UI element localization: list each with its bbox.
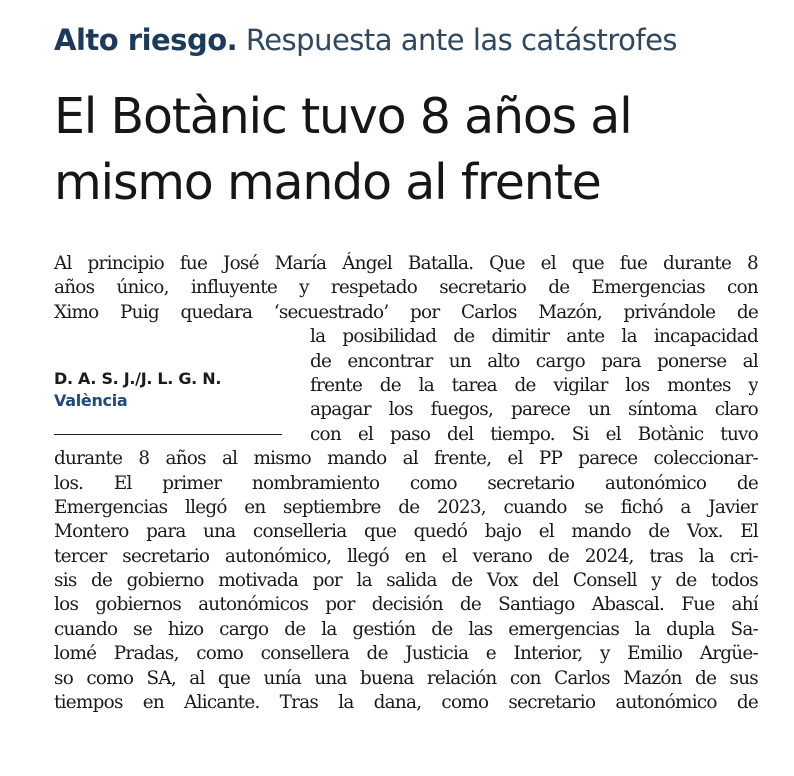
- body-line: lomé Pradas, como consellera de Justicia e Interior, y Emilio Argüe-: [54, 643, 758, 665]
- headline: [54, 84, 632, 216]
- body-line: sis de gobierno motivada por la salida de Vox del Consell y de todos: [54, 570, 758, 592]
- body-line: cuando se hizo cargo de la gestión de las emergencias la dupla Sa-: [54, 618, 758, 640]
- body-line: Emergencias llegó en septiembre de 2023, cuando se fichó a Javier: [54, 496, 758, 518]
- kicker-subtitle: Respuesta ante las catástrofes: [245, 23, 678, 57]
- body-line: de encontrar un alto cargo para ponerse al: [310, 350, 758, 372]
- body-line: so como SA, al que unía una buena relación con Carlos Mazón de sus: [54, 667, 758, 689]
- article-body: [54, 252, 758, 715]
- body-line: años único, influyente y respetado secretario de Emergencias con: [54, 277, 758, 299]
- byline-authors: D. A. S. J./J. L. G. N.: [54, 369, 222, 388]
- kicker-label: Alto riesgo.: [54, 23, 238, 57]
- body-line: tercer secretario autonómico, llegó en el verano de 2024, tras la cri-: [54, 545, 758, 567]
- body-line: tiempos en Alicante. Tras la dana, como secretario autonómico de: [54, 692, 758, 714]
- section-kicker: [54, 16, 677, 64]
- body-line: frente de la tarea de vigilar los montes y: [310, 374, 758, 396]
- body-line: durante 8 años al mismo mando al frente, el PP parece coleccionar-: [54, 448, 758, 470]
- body-line: los gobiernos autonómicos por decisión de Santiago Abascal. Fue ahí: [54, 594, 758, 616]
- body-line: la posibilidad de dimitir ante la incapacidad: [310, 326, 758, 348]
- byline-place: València: [54, 391, 128, 410]
- body-line: Montero para una conselleria que quedó bajo el mando de Vox. El: [54, 521, 758, 543]
- body-line: con el paso del tiempo. Si el Botànic tuvo: [310, 423, 758, 445]
- body-line: Ximo Puig quedara ‘secuestrado’ por Carlos Mazón, privándole de: [54, 301, 758, 323]
- body-line: los. El primer nombramiento como secretario autonómico de: [54, 472, 758, 494]
- body-line: Al principio fue José María Ángel Batalla. Que el que fue durante 8: [54, 253, 758, 274]
- headline-line-2: mismo mando al frente: [54, 154, 601, 211]
- headline-line-1: El Botànic tuvo 8 años al: [54, 88, 632, 145]
- body-line: apagar los fuegos, parece un síntoma claro: [310, 399, 758, 421]
